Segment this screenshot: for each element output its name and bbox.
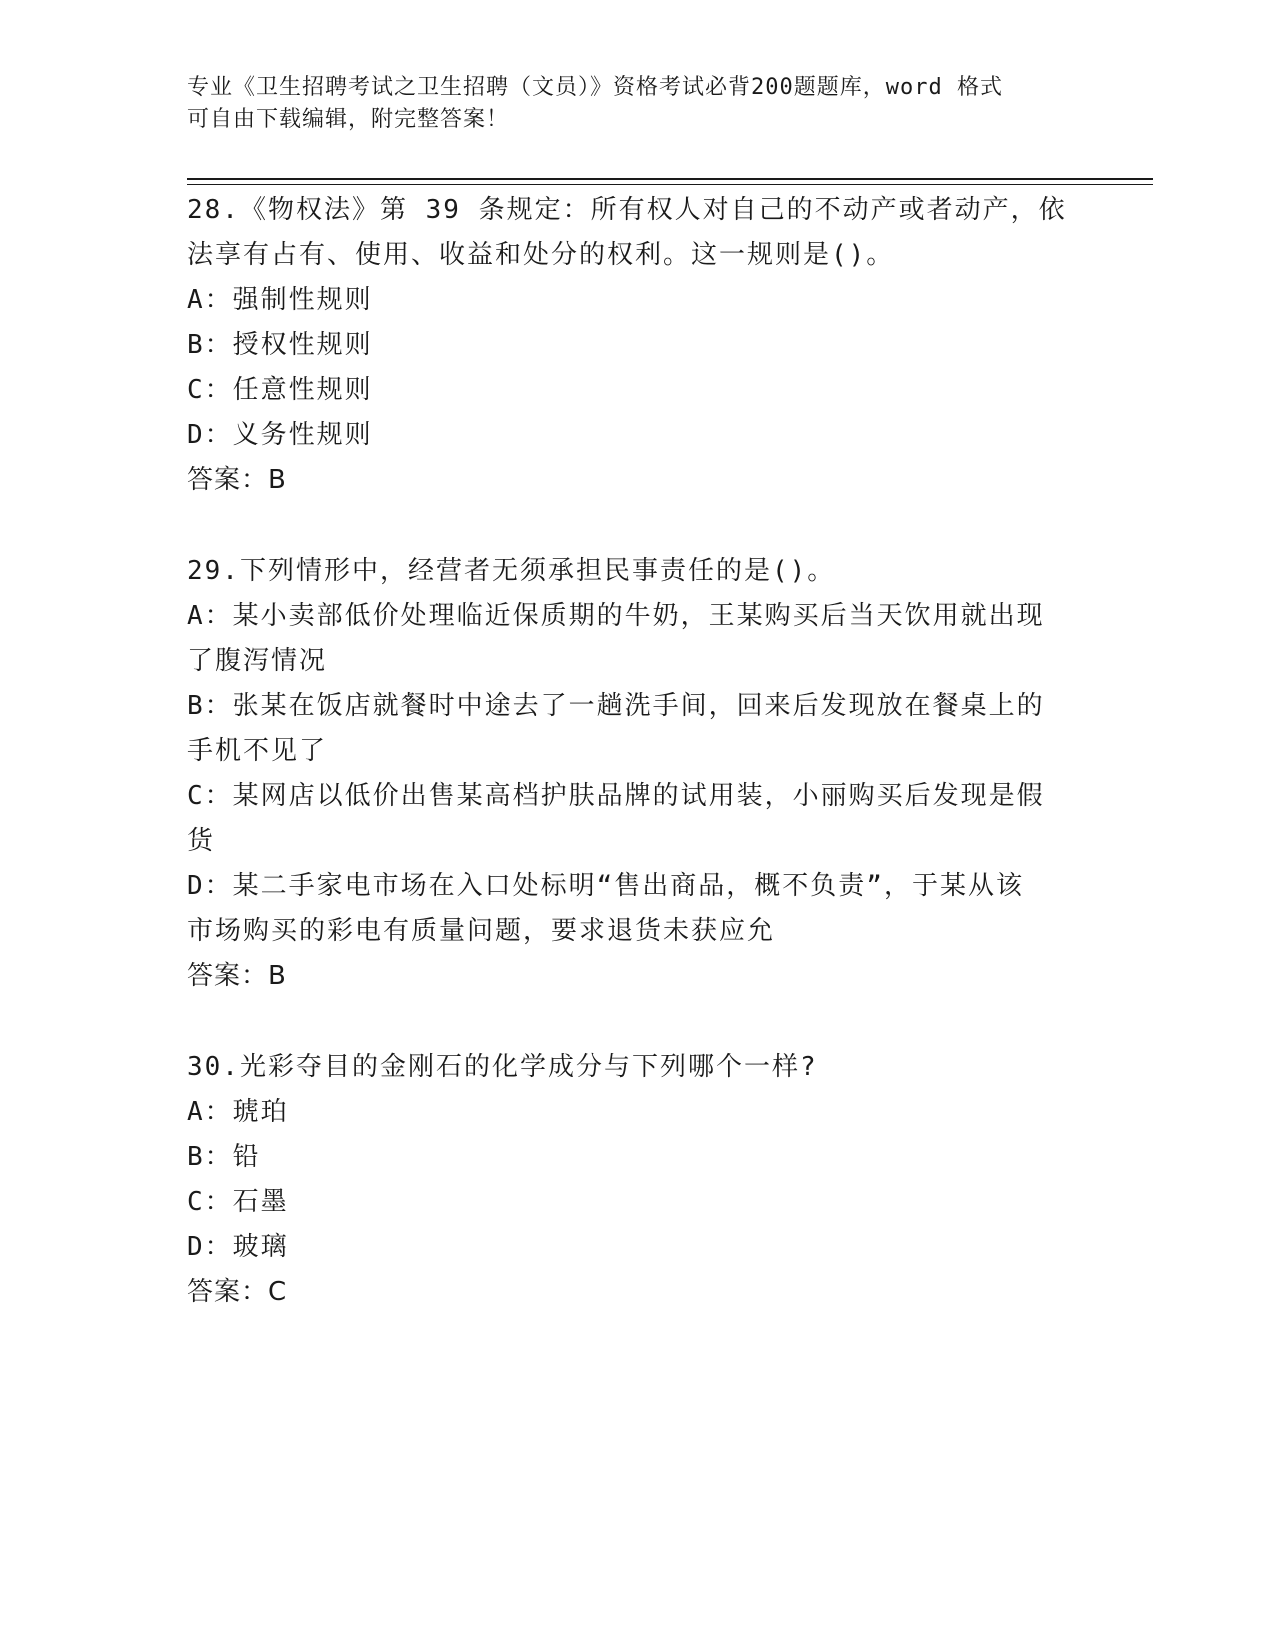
option-b: B：铅 xyxy=(187,1142,261,1172)
option-b: B：授权性规则 xyxy=(187,330,373,360)
document-header xyxy=(187,72,1067,136)
question-stem-line: 30.光彩夺目的金刚石的化学成分与下列哪个一样? xyxy=(187,1052,818,1082)
option-a-continued: 了腹泻情况 xyxy=(187,646,328,676)
question-list xyxy=(187,188,1087,1361)
header-line-1: 专业《卫生招聘考试之卫生招聘（文员）》资格考试必背200题题库，word 格式 xyxy=(187,75,1003,100)
question-28 xyxy=(187,188,1087,503)
option-a: A：琥珀 xyxy=(187,1097,289,1127)
question-29 xyxy=(187,549,1087,999)
answer-line: 答案：C xyxy=(187,1277,288,1307)
question-stem-line: 29.下列情形中，经营者无须承担民事责任的是()。 xyxy=(187,556,836,586)
question-30 xyxy=(187,1045,1087,1315)
option-a: A：某小卖部低价处理临近保质期的牛奶，王某购买后当天饮用就出现 xyxy=(187,601,1045,631)
option-c: C：任意性规则 xyxy=(187,375,373,405)
question-stem-line: 28.《物权法》第 39 条规定：所有权人对自己的不动产或者动产，依 xyxy=(187,195,1067,225)
option-c: C：某网店以低价出售某高档护肤品牌的试用装，小丽购买后发现是假 xyxy=(187,781,1045,811)
header-line-2: 可自由下载编辑，附完整答案！ xyxy=(187,107,510,132)
option-c: C：石墨 xyxy=(187,1187,289,1217)
answer-line: 答案：B xyxy=(187,465,287,495)
option-c-continued: 货 xyxy=(187,826,216,856)
option-a: A：强制性规则 xyxy=(187,285,373,315)
option-d: D：某二手家电市场在入口处标明“售出商品，概不负责”，于某从该 xyxy=(187,871,1024,901)
option-b: B：张某在饭店就餐时中途去了一趟洗手间，回来后发现放在餐桌上的 xyxy=(187,691,1045,721)
header-divider-thick xyxy=(187,178,1153,180)
question-stem-line: 法享有占有、使用、收益和处分的权利。这一规则是()。 xyxy=(187,240,895,270)
option-b-continued: 手机不见了 xyxy=(187,736,328,766)
answer-line: 答案：B xyxy=(187,961,287,991)
header-divider-thin xyxy=(187,184,1153,185)
option-d-continued: 市场购买的彩电有质量问题，要求退货未获应允 xyxy=(187,916,776,946)
option-d: D：玻璃 xyxy=(187,1232,289,1262)
option-d: D：义务性规则 xyxy=(187,420,373,450)
